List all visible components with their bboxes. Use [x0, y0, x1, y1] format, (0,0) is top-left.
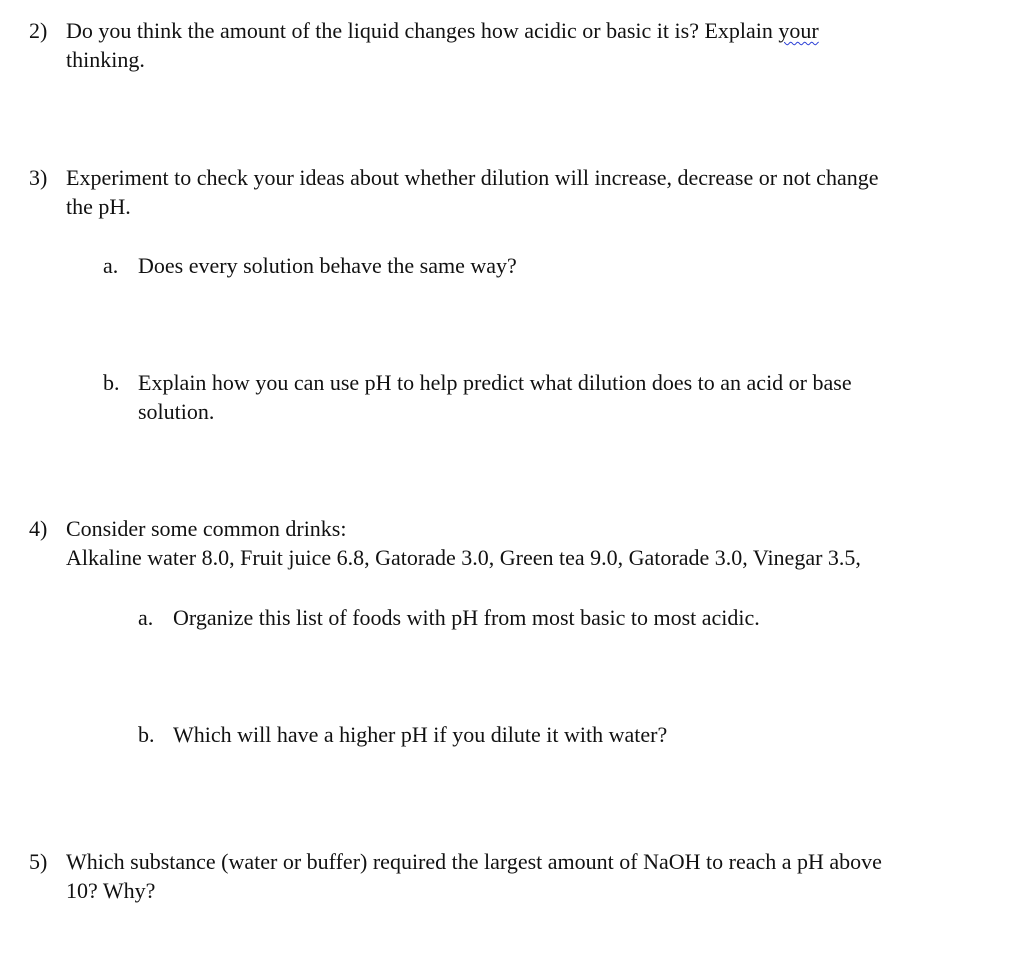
question-3a-marker: a.	[103, 253, 119, 278]
question-3-line-2: the pH.	[66, 194, 131, 219]
question-3b-line-2: solution.	[138, 399, 215, 424]
question-5-line-2: 10? Why?	[66, 878, 156, 903]
question-4a-text: Organize this list of foods with pH from most basic to most acidic.	[173, 605, 760, 630]
question-2-number: 2)	[29, 18, 48, 43]
question-4b-marker: b.	[138, 722, 155, 747]
question-2-line-1	[66, 17, 819, 45]
question-4-drinks-list: Alkaline water 8.0, Fruit juice 6.8, Gatorade 3.0, Green tea 9.0, Gatorade 3.0, Vinegar 3.5,	[66, 545, 861, 570]
question-3-line-1: Experiment to check your ideas about whether dilution will increase, decrease or not change	[66, 165, 879, 190]
question-2-line-1-text: Do you think the amount of the liquid changes how acidic or basic it is? Explain	[66, 18, 779, 43]
question-4-number: 4)	[29, 516, 48, 541]
question-4a-marker: a.	[138, 605, 154, 630]
question-3-number: 3)	[29, 165, 48, 190]
question-2-line-2: thinking.	[66, 47, 145, 72]
question-3a-text: Does every solution behave the same way?	[138, 253, 517, 278]
question-3b-line-1: Explain how you can use pH to help predict what dilution does to an acid or base	[138, 370, 852, 395]
question-4b-text: Which will have a higher pH if you dilute it with water?	[173, 722, 668, 747]
question-3b-marker: b.	[103, 370, 120, 395]
question-5-number: 5)	[29, 849, 48, 874]
question-4-line-1: Consider some common drinks:	[66, 516, 347, 541]
question-5-line-1: Which substance (water or buffer) required the largest amount of NaOH to reach a pH above	[66, 849, 882, 874]
spellcheck-flagged-word[interactable]: your	[778, 18, 819, 43]
